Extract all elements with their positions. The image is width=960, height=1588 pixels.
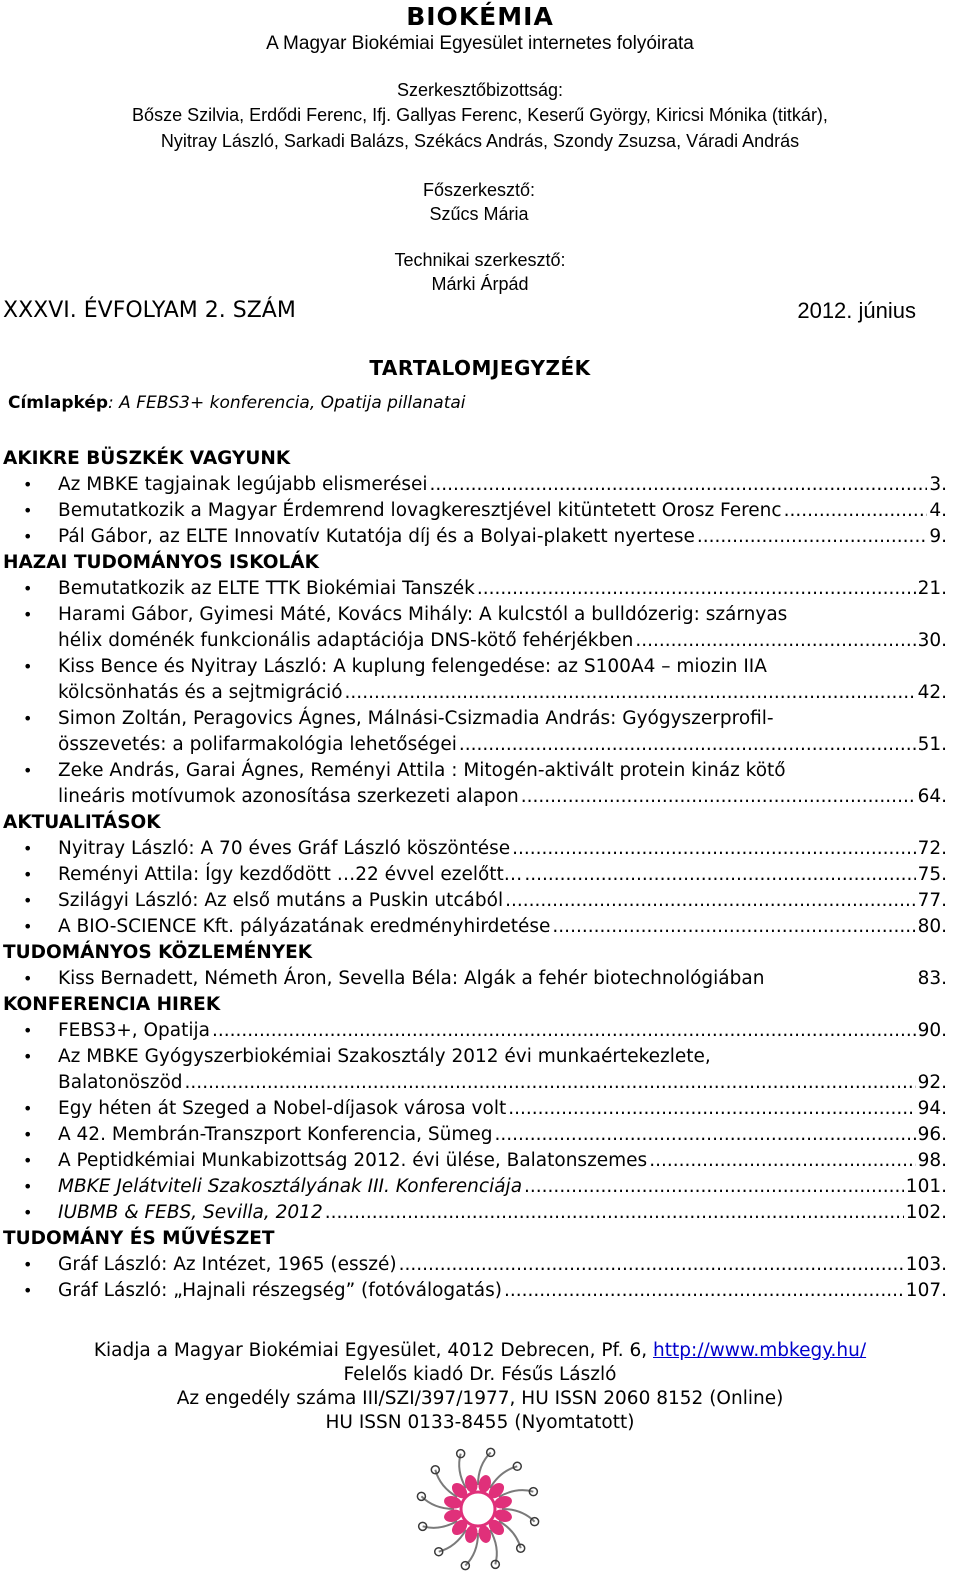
- bullet-icon: •: [23, 1255, 33, 1274]
- toc-entry-title: Bemutatkozik az ELTE TTK Biokémiai Tanszék: [58, 578, 475, 599]
- toc-entry-title: A 42. Membrán-Transzport Konferencia, Sümeg: [58, 1124, 493, 1145]
- toc-entry-page: 98.: [917, 1150, 947, 1171]
- editorial-board-label: Szerkesztőbizottság:: [396, 80, 564, 100]
- toc-entry[interactable]: [3, 602, 947, 654]
- logo-strand: [423, 1521, 458, 1528]
- toc-entry-page: 30.: [917, 630, 947, 651]
- toc-entry[interactable]: [3, 1096, 947, 1122]
- toc-entry-page: 92.: [917, 1072, 947, 1093]
- toc-entry-page: 102.: [905, 1202, 947, 1223]
- toc-entry-page: 64.: [917, 786, 947, 807]
- toc-entry-title: IUBMB & FEBS, Sevilla, 2012: [58, 1202, 323, 1223]
- toc-entry-page: 107.: [905, 1280, 947, 1301]
- publisher-line: [0, 1340, 960, 1361]
- toc-entry-title-line1: Kiss Bence és Nyitray László: A kuplung felengedése: az S100A4 – miozin IIA: [58, 656, 767, 677]
- bullet-icon: •: [23, 657, 33, 676]
- dot-leader: [505, 888, 915, 914]
- publisher-text: Kiadja a Magyar Biokémiai Egyesület, 4012 Debrecen, Pf. 6,: [93, 1340, 648, 1361]
- bullet-icon: •: [23, 709, 33, 728]
- dot-leader: [512, 836, 915, 862]
- dot-leader: [185, 1070, 916, 1096]
- toc-entry-page: 103.: [905, 1254, 947, 1275]
- toc-entry[interactable]: [3, 1252, 947, 1278]
- toc-entry[interactable]: [3, 1148, 947, 1174]
- toc-entry[interactable]: [3, 758, 947, 810]
- bullet-icon: •: [23, 1281, 33, 1300]
- technical-editor-label: Technikai szerkesztő:: [394, 250, 566, 270]
- dot-leader: [697, 524, 927, 550]
- bullet-icon: •: [23, 1203, 33, 1222]
- logo-node: [417, 1492, 425, 1500]
- editor-in-chief-name: Szűcs Mária: [429, 204, 529, 224]
- dot-leader: [430, 472, 928, 498]
- dot-leader: [325, 1200, 904, 1226]
- toc-entry-page: 3.: [929, 474, 947, 495]
- responsible-publisher: Felelős kiadó Dr. Fésűs László: [343, 1364, 617, 1385]
- volume-number: XXXVI. ÉVFOLYAM 2. SZÁM: [3, 298, 296, 323]
- toc-entry[interactable]: [3, 914, 947, 940]
- dot-leader: [345, 680, 916, 706]
- logo-strand: [499, 1490, 534, 1497]
- mbke-logo: [410, 1438, 546, 1580]
- toc-section-heading: HAZAI TUDOMÁNYOS ISKOLÁK: [3, 552, 319, 573]
- toc-entry-page: 51.: [917, 734, 947, 755]
- toc-section-heading: AKTUALITÁSOK: [3, 812, 161, 833]
- logo-strand: [459, 1454, 466, 1489]
- bullet-icon: •: [23, 969, 33, 988]
- dot-leader: [504, 1278, 904, 1304]
- toc-entry[interactable]: [3, 966, 947, 992]
- toc-entry-title: Az MBKE tagjainak legújabb elismerései: [58, 474, 428, 495]
- bullet-icon: •: [23, 839, 33, 858]
- editorial-board-line-1: Bősze Szilvia, Erdődi Ferenc, Ifj. Gallyas Ferenc, Keserű György, Kiricsi Mónika (titkár),: [132, 105, 828, 125]
- toc-entry[interactable]: [3, 1018, 947, 1044]
- bullet-icon: •: [23, 761, 33, 780]
- toc-entry-page: 77.: [917, 890, 947, 911]
- toc-entry-title: hélix doménék funkcionális adaptációja DNS-kötő fehérjékben: [58, 630, 634, 651]
- toc-entry[interactable]: [3, 1122, 947, 1148]
- dot-leader: [524, 862, 915, 888]
- bullet-icon: •: [23, 917, 33, 936]
- toc-entry-title: kölcsönhatás és a sejtmigráció: [58, 682, 343, 703]
- toc-entry[interactable]: [3, 1044, 947, 1096]
- dot-leader: [649, 1148, 915, 1174]
- dot-leader: [635, 628, 915, 654]
- toc-entry-page: 9.: [929, 526, 947, 547]
- toc-entry[interactable]: [3, 576, 947, 602]
- toc-entry-title: Egy héten át Szeged a Nobel-díjasok városa volt: [58, 1098, 507, 1119]
- table-of-contents: [3, 446, 947, 1304]
- bullet-icon: •: [23, 865, 33, 884]
- toc-entry-title: Gráf László: Az Intézet, 1965 (esszé): [58, 1254, 397, 1275]
- toc-entry[interactable]: [3, 706, 947, 758]
- toc-section-heading: AKIKRE BÜSZKÉK VAGYUNK: [3, 448, 291, 469]
- dot-leader: [784, 498, 928, 524]
- permit-number: Az engedély száma III/SZI/397/1977, HU ISSN 2060 8152 (Online): [176, 1388, 784, 1409]
- toc-entry-page: 4.: [929, 500, 947, 521]
- dot-leader: [399, 1252, 904, 1278]
- bullet-icon: •: [23, 527, 33, 546]
- cover-label: Címlapkép: [8, 393, 109, 413]
- dot-leader: [494, 1122, 915, 1148]
- toc-entry[interactable]: [3, 1174, 947, 1200]
- dot-leader: [508, 1096, 915, 1122]
- toc-entry[interactable]: [3, 654, 947, 706]
- cover-text: : A FEBS3+ konferencia, Opatija pillanatai: [108, 393, 466, 413]
- toc-entry-title-line1: Zeke András, Garai Ágnes, Reményi Attila : Mitogén-aktivált protein kináz kötő: [58, 760, 786, 781]
- toc-entry[interactable]: [3, 888, 947, 914]
- logo-strand: [490, 1530, 497, 1565]
- toc-section-heading: TUDOMÁNYOS KÖZLEMÉNYEK: [3, 942, 313, 963]
- toc-entry[interactable]: [3, 524, 947, 550]
- cover-caption: [8, 393, 466, 413]
- toc-entry-title: Pál Gábor, az ELTE Innovatív Kutatója díj és a Bolyai-plakett nyertese: [58, 526, 695, 547]
- journal-title: BIOKÉMIA: [406, 2, 554, 31]
- toc-entry-title: Szilágyi László: Az első mutáns a Puskin utcából: [58, 890, 504, 911]
- toc-entry-page: 94.: [917, 1098, 947, 1119]
- bullet-icon: •: [23, 1099, 33, 1118]
- toc-entry-page: 101.: [905, 1176, 947, 1197]
- toc-entry-page: 75.: [917, 864, 947, 885]
- toc-section-heading: KONFERENCIA HIREK: [3, 994, 221, 1015]
- logo-node: [531, 1518, 539, 1526]
- issue-date: 2012. június: [797, 298, 916, 323]
- website-link[interactable]: http://www.mbkegy.hu/: [653, 1340, 867, 1361]
- toc-entry-title: A Peptidkémiai Munkabizottság 2012. évi ülése, Balatonszemes: [58, 1150, 648, 1171]
- toc-entry-page: 90.: [917, 1020, 947, 1041]
- toc-entry-page: 96.: [917, 1124, 947, 1145]
- toc-entry-title: Reményi Attila: Így kezdődött …22 évvel ezelőtt…: [58, 864, 523, 885]
- bullet-icon: •: [23, 1177, 33, 1196]
- bullet-icon: •: [23, 1125, 33, 1144]
- toc-entry-page: 83.: [917, 968, 947, 989]
- toc-entry-title: FEBS3+, Opatija: [58, 1020, 210, 1041]
- toc-entry[interactable]: [3, 836, 947, 862]
- toc-entry-page: 21.: [917, 578, 947, 599]
- dot-leader: [521, 784, 916, 810]
- bullet-icon: •: [23, 579, 33, 598]
- bullet-icon: •: [23, 1151, 33, 1170]
- logo-inner-ring: [461, 1492, 495, 1526]
- bullet-icon: •: [23, 605, 33, 624]
- toc-entry-page: 72.: [917, 838, 947, 859]
- journal-subtitle: A Magyar Biokémiai Egyesület internetes folyóirata: [266, 33, 694, 54]
- toc-entry[interactable]: [3, 498, 947, 524]
- toc-entry-title: MBKE Jelátviteli Szakosztályának III. Konferenciája: [58, 1176, 523, 1197]
- toc-entry-title: Nyitray László: A 70 éves Gráf László köszöntése: [58, 838, 511, 859]
- toc-entry-title: A BIO-SCIENCE Kft. pályázatának eredményhirdetése: [58, 916, 551, 937]
- toc-entry-title: Balatonöszöd: [58, 1072, 183, 1093]
- toc-entry-page: 80.: [917, 916, 947, 937]
- issn-print: HU ISSN 0133-8455 (Nyomtatott): [325, 1412, 635, 1433]
- bullet-icon: •: [23, 1047, 33, 1066]
- dot-leader: [212, 1018, 916, 1044]
- toc-entry[interactable]: [3, 1200, 947, 1226]
- toc-entry-title-line1: Simon Zoltán, Peragovics Ágnes, Málnási-Csizmadia András: Gyógyszerprofil-: [58, 708, 774, 729]
- bullet-icon: •: [23, 1021, 33, 1040]
- toc-entry-title: Gráf László: „Hajnali részegség” (fotóválogatás): [58, 1280, 502, 1301]
- toc-entry-title: lineáris motívumok azonosítása szerkezeti alapon: [58, 786, 519, 807]
- technical-editor-name: Márki Árpád: [431, 274, 529, 294]
- dot-leader: [524, 1174, 904, 1200]
- dot-leader: [459, 732, 916, 758]
- toc-entry[interactable]: [3, 472, 947, 498]
- toc-title: TARTALOMJEGYZÉK: [369, 356, 591, 380]
- toc-entry-page: 42.: [917, 682, 947, 703]
- bullet-icon: •: [23, 891, 33, 910]
- bullet-icon: •: [23, 475, 33, 494]
- toc-entry-title: Kiss Bernadett, Németh Áron, Sevella Béla: Algák a fehér biotechnológiában: [58, 968, 765, 989]
- bullet-icon: •: [23, 501, 33, 520]
- toc-entry[interactable]: [3, 862, 947, 888]
- toc-entry-title: összevetés: a polifarmakológia lehetőségei: [58, 734, 457, 755]
- toc-entry-title: Bemutatkozik a Magyar Érdemrend lovagkeresztjével kitüntetett Orosz Ferenc: [58, 500, 782, 521]
- editor-in-chief-label: Főszerkesztő:: [422, 180, 536, 200]
- toc-entry-title-line1: Harami Gábor, Gyimesi Máté, Kovács Mihály: A kulcstól a bulldózerig: szárnyas: [58, 604, 788, 625]
- toc-entry-title-line1: Az MBKE Gyógyszerbiokémiai Szakosztály 2012 évi munkaértekezlete,: [58, 1046, 711, 1067]
- dot-leader: [477, 576, 916, 602]
- editorial-board-line-2: Nyitray László, Sarkadi Balázs, Székács András, Szondy Zsuzsa, Váradi András: [160, 131, 800, 151]
- dot-leader: [552, 914, 915, 940]
- toc-entry[interactable]: [3, 1278, 947, 1304]
- toc-section-heading: TUDOMÁNY ÉS MŰVÉSZET: [3, 1228, 275, 1249]
